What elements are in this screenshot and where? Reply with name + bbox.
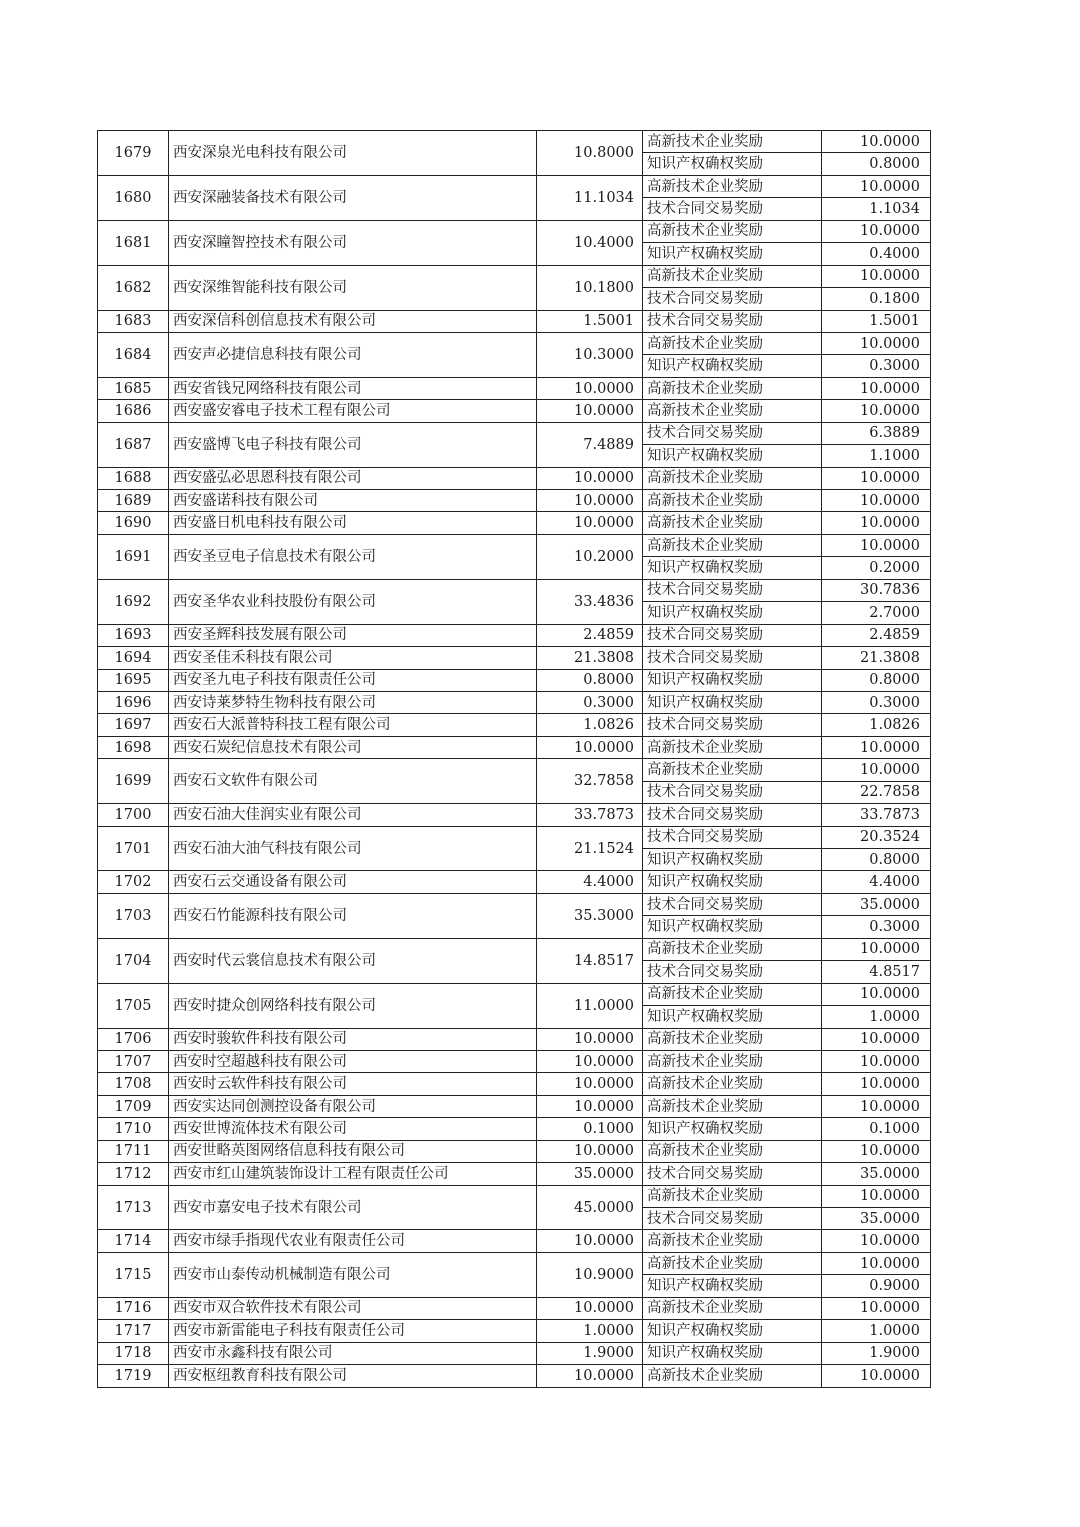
row-number: 1694: [98, 647, 169, 669]
award-type: 技术合同交易奖励: [643, 781, 822, 803]
award-amount: 10.0000: [822, 736, 931, 758]
award-amount: 0.2000: [822, 557, 931, 579]
award-amount: 10.0000: [822, 938, 931, 960]
award-type: 知识产权确权奖励: [643, 602, 822, 624]
company-name: 西安石竹能源科技有限公司: [169, 893, 537, 938]
total-amount: 1.0826: [537, 714, 643, 736]
company-name: 西安石文软件有限公司: [169, 759, 537, 804]
row-number: 1679: [98, 131, 169, 176]
company-name: 西安深瞳智控技术有限公司: [169, 220, 537, 265]
row-number: 1713: [98, 1185, 169, 1230]
award-amount: 10.0000: [822, 1185, 931, 1207]
total-amount: 10.0000: [537, 490, 643, 512]
row-number: 1716: [98, 1297, 169, 1319]
table-row: [98, 534, 931, 556]
award-type: 技术合同交易奖励: [643, 961, 822, 983]
award-amount: 21.3808: [822, 647, 931, 669]
table-row: [98, 804, 931, 826]
award-type: 技术合同交易奖励: [643, 310, 822, 332]
company-name: 西安声必捷信息科技有限公司: [169, 332, 537, 377]
table-row: [98, 1118, 931, 1140]
company-name: 西安诗莱梦特生物科技有限公司: [169, 691, 537, 713]
row-number: 1686: [98, 400, 169, 422]
company-name: 西安市永鑫科技有限公司: [169, 1342, 537, 1364]
award-table: [97, 130, 931, 1388]
table-row: [98, 1320, 931, 1342]
row-number: 1685: [98, 377, 169, 399]
total-amount: 10.4000: [537, 220, 643, 265]
company-name: 西安圣华农业科技股份有限公司: [169, 579, 537, 624]
row-number: 1681: [98, 220, 169, 265]
company-name: 西安圣辉科技发展有限公司: [169, 624, 537, 646]
total-amount: 10.0000: [537, 1095, 643, 1117]
award-amount: 1.1000: [822, 445, 931, 467]
award-type: 高新技术企业奖励: [643, 400, 822, 422]
award-type: 高新技术企业奖励: [643, 1230, 822, 1252]
row-number: 1707: [98, 1050, 169, 1072]
table-row: [98, 871, 931, 893]
award-type: 技术合同交易奖励: [643, 893, 822, 915]
company-name: 西安盛日机电科技有限公司: [169, 512, 537, 534]
award-amount: 1.1034: [822, 198, 931, 220]
award-amount: 10.0000: [822, 467, 931, 489]
award-amount: 22.7858: [822, 781, 931, 803]
row-number: 1704: [98, 938, 169, 983]
table-row: [98, 400, 931, 422]
table-row: [98, 1252, 931, 1274]
award-amount: 10.0000: [822, 1028, 931, 1050]
award-type: 高新技术企业奖励: [643, 1050, 822, 1072]
award-type: 技术合同交易奖励: [643, 288, 822, 310]
total-amount: 0.8000: [537, 669, 643, 691]
total-amount: 11.1034: [537, 175, 643, 220]
company-name: 西安深融装备技术有限公司: [169, 175, 537, 220]
table-row: [98, 1073, 931, 1095]
row-number: 1706: [98, 1028, 169, 1050]
total-amount: 21.3808: [537, 647, 643, 669]
total-amount: 7.4889: [537, 422, 643, 467]
table-row: [98, 1163, 931, 1185]
award-type: 技术合同交易奖励: [643, 647, 822, 669]
company-name: 西安世博流体技术有限公司: [169, 1118, 537, 1140]
company-name: 西安石云交通设备有限公司: [169, 871, 537, 893]
award-type: 技术合同交易奖励: [643, 1163, 822, 1185]
total-amount: 4.4000: [537, 871, 643, 893]
award-amount: 2.4859: [822, 624, 931, 646]
award-type: 高新技术企业奖励: [643, 332, 822, 354]
award-type: 高新技术企业奖励: [643, 1095, 822, 1117]
company-name: 西安时代云裳信息技术有限公司: [169, 938, 537, 983]
award-amount: 10.0000: [822, 490, 931, 512]
table-row: [98, 736, 931, 758]
award-type: 知识产权确权奖励: [643, 557, 822, 579]
total-amount: 10.0000: [537, 1365, 643, 1387]
award-amount: 2.7000: [822, 602, 931, 624]
company-name: 西安时骏软件科技有限公司: [169, 1028, 537, 1050]
award-type: 高新技术企业奖励: [643, 983, 822, 1005]
company-name: 西安世略英图网络信息科技有限公司: [169, 1140, 537, 1162]
award-amount: 0.1000: [822, 1118, 931, 1140]
award-type: 技术合同交易奖励: [643, 579, 822, 601]
row-number: 1714: [98, 1230, 169, 1252]
table-row: [98, 1342, 931, 1364]
award-type: 高新技术企业奖励: [643, 1073, 822, 1095]
row-number: 1718: [98, 1342, 169, 1364]
award-type: 高新技术企业奖励: [643, 220, 822, 242]
table-row: [98, 310, 931, 332]
company-name: 西安枢纽教育科技有限公司: [169, 1365, 537, 1387]
company-name: 西安市双合软件技术有限公司: [169, 1297, 537, 1319]
award-type: 技术合同交易奖励: [643, 804, 822, 826]
total-amount: 1.9000: [537, 1342, 643, 1364]
award-amount: 10.0000: [822, 265, 931, 287]
table-row: [98, 579, 931, 601]
award-amount: 4.4000: [822, 871, 931, 893]
award-type: 高新技术企业奖励: [643, 265, 822, 287]
award-amount: 0.8000: [822, 669, 931, 691]
award-amount: 1.0826: [822, 714, 931, 736]
award-amount: 10.0000: [822, 1365, 931, 1387]
award-amount: 10.0000: [822, 377, 931, 399]
award-type: 知识产权确权奖励: [643, 355, 822, 377]
total-amount: 10.0000: [537, 400, 643, 422]
award-amount: 10.0000: [822, 1230, 931, 1252]
award-amount: 33.7873: [822, 804, 931, 826]
total-amount: 45.0000: [537, 1185, 643, 1230]
award-type: 高新技术企业奖励: [643, 1140, 822, 1162]
company-name: 西安市嘉安电子技术有限公司: [169, 1185, 537, 1230]
company-name: 西安圣九电子科技有限责任公司: [169, 669, 537, 691]
award-amount: 35.0000: [822, 1208, 931, 1230]
award-type: 知识产权确权奖励: [643, 1118, 822, 1140]
award-amount: 35.0000: [822, 893, 931, 915]
award-type: 技术合同交易奖励: [643, 714, 822, 736]
table-row: [98, 1050, 931, 1072]
row-number: 1683: [98, 310, 169, 332]
total-amount: 10.0000: [537, 377, 643, 399]
company-name: 西安深维智能科技有限公司: [169, 265, 537, 310]
total-amount: 32.7858: [537, 759, 643, 804]
award-type: 知识产权确权奖励: [643, 1320, 822, 1342]
company-name: 西安深泉光电科技有限公司: [169, 131, 537, 176]
company-name: 西安市山泰传动机械制造有限公司: [169, 1252, 537, 1297]
award-amount: 0.8000: [822, 849, 931, 871]
award-type: 高新技术企业奖励: [643, 512, 822, 534]
award-type: 知识产权确权奖励: [643, 669, 822, 691]
award-type: 知识产权确权奖励: [643, 916, 822, 938]
row-number: 1702: [98, 871, 169, 893]
award-amount: 10.0000: [822, 534, 931, 556]
award-type: 知识产权确权奖励: [643, 849, 822, 871]
table-row: [98, 647, 931, 669]
table-row: [98, 714, 931, 736]
award-amount: 20.3524: [822, 826, 931, 848]
award-type: 知识产权确权奖励: [643, 243, 822, 265]
row-number: 1711: [98, 1140, 169, 1162]
total-amount: 33.4836: [537, 579, 643, 624]
row-number: 1687: [98, 422, 169, 467]
total-amount: 10.0000: [537, 1297, 643, 1319]
total-amount: 0.3000: [537, 691, 643, 713]
row-number: 1710: [98, 1118, 169, 1140]
table-row: [98, 826, 931, 848]
award-amount: 0.3000: [822, 355, 931, 377]
company-name: 西安时云软件科技有限公司: [169, 1073, 537, 1095]
award-amount: 30.7836: [822, 579, 931, 601]
award-table-body: [98, 131, 931, 1388]
table-row: [98, 512, 931, 534]
award-amount: 10.0000: [822, 512, 931, 534]
award-type: 高新技术企业奖励: [643, 1365, 822, 1387]
company-name: 西安实达同创测控设备有限公司: [169, 1095, 537, 1117]
row-number: 1697: [98, 714, 169, 736]
award-amount: 6.3889: [822, 422, 931, 444]
award-type: 高新技术企业奖励: [643, 467, 822, 489]
table-row: [98, 938, 931, 960]
table-row: [98, 422, 931, 444]
company-name: 西安盛博飞电子科技有限公司: [169, 422, 537, 467]
award-amount: 10.0000: [822, 1140, 931, 1162]
row-number: 1689: [98, 490, 169, 512]
row-number: 1696: [98, 691, 169, 713]
award-amount: 0.1800: [822, 288, 931, 310]
row-number: 1693: [98, 624, 169, 646]
table-row: [98, 624, 931, 646]
award-amount: 10.0000: [822, 1073, 931, 1095]
award-amount: 10.0000: [822, 1297, 931, 1319]
company-name: 西安石大派普特科技工程有限公司: [169, 714, 537, 736]
total-amount: 10.0000: [537, 1028, 643, 1050]
row-number: 1680: [98, 175, 169, 220]
total-amount: 10.0000: [537, 1050, 643, 1072]
row-number: 1708: [98, 1073, 169, 1095]
table-row: [98, 175, 931, 197]
table-row: [98, 669, 931, 691]
award-type: 高新技术企业奖励: [643, 1252, 822, 1274]
award-amount: 10.0000: [822, 1252, 931, 1274]
row-number: 1719: [98, 1365, 169, 1387]
row-number: 1692: [98, 579, 169, 624]
row-number: 1682: [98, 265, 169, 310]
total-amount: 10.0000: [537, 467, 643, 489]
total-amount: 35.0000: [537, 1163, 643, 1185]
total-amount: 1.0000: [537, 1320, 643, 1342]
table-row: [98, 1297, 931, 1319]
award-amount: 10.0000: [822, 220, 931, 242]
award-amount: 0.3000: [822, 916, 931, 938]
award-amount: 0.4000: [822, 243, 931, 265]
award-type: 高新技术企业奖励: [643, 490, 822, 512]
table-row: [98, 1095, 931, 1117]
company-name: 西安石炭纪信息技术有限公司: [169, 736, 537, 758]
total-amount: 10.1800: [537, 265, 643, 310]
company-name: 西安市红山建筑装饰设计工程有限责任公司: [169, 1163, 537, 1185]
award-amount: 10.0000: [822, 332, 931, 354]
table-row: [98, 332, 931, 354]
table-row: [98, 1140, 931, 1162]
award-amount: 1.0000: [822, 1320, 931, 1342]
award-amount: 10.0000: [822, 400, 931, 422]
total-amount: 14.8517: [537, 938, 643, 983]
award-type: 高新技术企业奖励: [643, 377, 822, 399]
award-amount: 10.0000: [822, 175, 931, 197]
table-row: [98, 893, 931, 915]
award-amount: 0.9000: [822, 1275, 931, 1297]
company-name: 西安深信科创信息技术有限公司: [169, 310, 537, 332]
award-type: 高新技术企业奖励: [643, 938, 822, 960]
table-row: [98, 1365, 931, 1387]
row-number: 1712: [98, 1163, 169, 1185]
award-type: 技术合同交易奖励: [643, 624, 822, 646]
award-amount: 10.0000: [822, 131, 931, 153]
award-amount: 10.0000: [822, 1095, 931, 1117]
total-amount: 21.1524: [537, 826, 643, 871]
row-number: 1699: [98, 759, 169, 804]
award-type: 知识产权确权奖励: [643, 1275, 822, 1297]
company-name: 西安市绿手指现代农业有限责任公司: [169, 1230, 537, 1252]
company-name: 西安市新雷能电子科技有限责任公司: [169, 1320, 537, 1342]
total-amount: 10.0000: [537, 512, 643, 534]
table-row: [98, 220, 931, 242]
company-name: 西安盛弘必思恩科技有限公司: [169, 467, 537, 489]
award-amount: 0.3000: [822, 691, 931, 713]
row-number: 1691: [98, 534, 169, 579]
row-number: 1695: [98, 669, 169, 691]
table-row: [98, 1185, 931, 1207]
company-name: 西安石油大佳润实业有限公司: [169, 804, 537, 826]
award-type: 高新技术企业奖励: [643, 1185, 822, 1207]
total-amount: 10.0000: [537, 1140, 643, 1162]
award-type: 高新技术企业奖励: [643, 534, 822, 556]
award-type: 知识产权确权奖励: [643, 153, 822, 175]
award-type: 知识产权确权奖励: [643, 1006, 822, 1028]
award-type: 知识产权确权奖励: [643, 1342, 822, 1364]
total-amount: 2.4859: [537, 624, 643, 646]
company-name: 西安时空超越科技有限公司: [169, 1050, 537, 1072]
award-amount: 1.5001: [822, 310, 931, 332]
company-name: 西安时捷众创网络科技有限公司: [169, 983, 537, 1028]
award-type: 技术合同交易奖励: [643, 198, 822, 220]
total-amount: 10.9000: [537, 1252, 643, 1297]
award-amount: 1.9000: [822, 1342, 931, 1364]
table-row: [98, 983, 931, 1005]
total-amount: 10.2000: [537, 534, 643, 579]
award-type: 技术合同交易奖励: [643, 826, 822, 848]
total-amount: 10.0000: [537, 736, 643, 758]
award-type: 高新技术企业奖励: [643, 736, 822, 758]
row-number: 1715: [98, 1252, 169, 1297]
award-amount: 35.0000: [822, 1163, 931, 1185]
award-amount: 1.0000: [822, 1006, 931, 1028]
total-amount: 0.1000: [537, 1118, 643, 1140]
total-amount: 10.0000: [537, 1230, 643, 1252]
award-type: 知识产权确权奖励: [643, 691, 822, 713]
award-type: 知识产权确权奖励: [643, 871, 822, 893]
total-amount: 33.7873: [537, 804, 643, 826]
table-row: [98, 265, 931, 287]
row-number: 1701: [98, 826, 169, 871]
company-name: 西安圣佳禾科技有限公司: [169, 647, 537, 669]
row-number: 1709: [98, 1095, 169, 1117]
award-amount: 0.8000: [822, 153, 931, 175]
total-amount: 10.0000: [537, 1073, 643, 1095]
award-type: 高新技术企业奖励: [643, 759, 822, 781]
total-amount: 11.0000: [537, 983, 643, 1028]
company-name: 西安石油大油气科技有限公司: [169, 826, 537, 871]
company-name: 西安圣豆电子信息技术有限公司: [169, 534, 537, 579]
company-name: 西安盛安睿电子技术工程有限公司: [169, 400, 537, 422]
table-row: [98, 377, 931, 399]
row-number: 1705: [98, 983, 169, 1028]
award-type: 高新技术企业奖励: [643, 1028, 822, 1050]
award-type: 高新技术企业奖励: [643, 175, 822, 197]
row-number: 1717: [98, 1320, 169, 1342]
award-type: 高新技术企业奖励: [643, 1297, 822, 1319]
award-amount: 10.0000: [822, 1050, 931, 1072]
company-name: 西安盛诺科技有限公司: [169, 490, 537, 512]
row-number: 1690: [98, 512, 169, 534]
row-number: 1700: [98, 804, 169, 826]
total-amount: 10.8000: [537, 131, 643, 176]
award-type: 技术合同交易奖励: [643, 422, 822, 444]
total-amount: 35.3000: [537, 893, 643, 938]
row-number: 1688: [98, 467, 169, 489]
award-type: 高新技术企业奖励: [643, 131, 822, 153]
award-type: 知识产权确权奖励: [643, 445, 822, 467]
award-type: 技术合同交易奖励: [643, 1208, 822, 1230]
row-number: 1698: [98, 736, 169, 758]
table-row: [98, 467, 931, 489]
table-row: [98, 691, 931, 713]
company-name: 西安省钱兄网络科技有限公司: [169, 377, 537, 399]
award-amount: 4.8517: [822, 961, 931, 983]
total-amount: 1.5001: [537, 310, 643, 332]
table-row: [98, 490, 931, 512]
total-amount: 10.3000: [537, 332, 643, 377]
row-number: 1703: [98, 893, 169, 938]
award-amount: 10.0000: [822, 759, 931, 781]
table-row: [98, 131, 931, 153]
table-row: [98, 759, 931, 781]
row-number: 1684: [98, 332, 169, 377]
award-amount: 10.0000: [822, 983, 931, 1005]
table-row: [98, 1230, 931, 1252]
table-row: [98, 1028, 931, 1050]
